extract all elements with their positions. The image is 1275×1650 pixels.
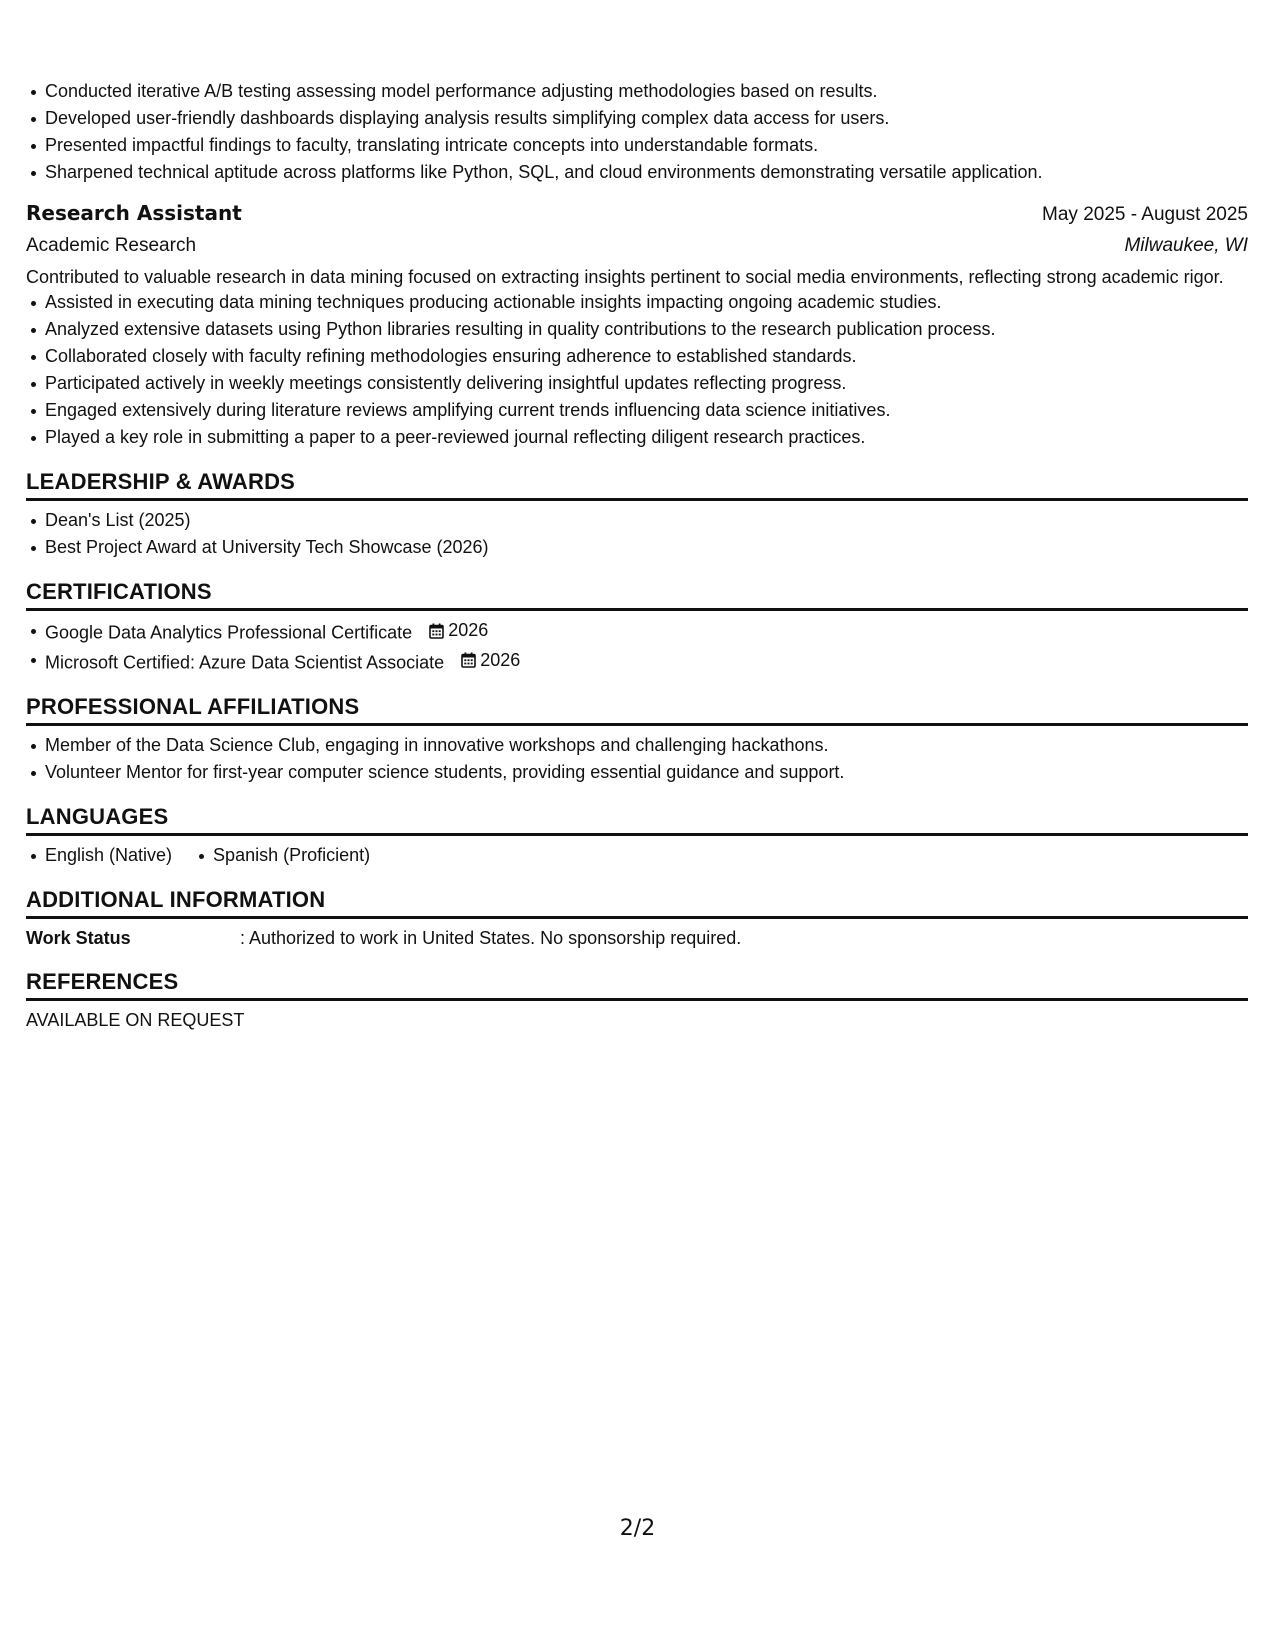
section-heading: LANGUAGES <box>26 802 1248 836</box>
research-assistant-entry <box>26 198 1248 451</box>
certification-year: 2026 <box>480 649 521 670</box>
page-number: 2/2 <box>619 1516 656 1541</box>
list-item: Conducted iterative A/B testing assessing model performance adjusting methodologies based on results. <box>44 78 1248 105</box>
languages-section <box>26 802 1248 869</box>
previous-job-bullets <box>26 78 1248 186</box>
section-heading: LEADERSHIP & AWARDS <box>26 467 1248 501</box>
list-item: Presented impactful findings to faculty, translating intricate concepts into understandable formats. <box>44 132 1248 159</box>
job-dates: May 2025 - August 2025 <box>1042 204 1248 225</box>
job-location: Milwaukee, WI <box>1124 235 1248 256</box>
calendar-icon <box>461 652 476 668</box>
certification-name: Google Data Analytics Professional Certificate <box>45 622 413 643</box>
list-item: Engaged extensively during literature reviews amplifying current trends influencing data science initiatives. <box>44 397 1248 424</box>
list-item: Participated actively in weekly meetings consistently delivering insightful updates reflecting progress. <box>44 370 1248 397</box>
affiliations-section <box>26 692 1248 786</box>
language-item: Spanish (Proficient) <box>212 842 370 869</box>
section-heading: PROFESSIONAL AFFILIATIONS <box>26 692 1248 726</box>
list-item: Assisted in executing data mining techniques producing actionable insights impacting ongoing academic studies. <box>44 289 1248 316</box>
list-item: Sharpened technical aptitude across platforms like Python, SQL, and cloud environments demonstrating versatile application. <box>44 159 1248 186</box>
job-bullets <box>26 289 1248 451</box>
section-heading: REFERENCES <box>26 967 1248 1001</box>
job-summary: Contributed to valuable research in data mining focused on extracting insights pertinent to social media environments, reflecting strong academic rigor. <box>26 267 1224 287</box>
leadership-section <box>26 467 1248 561</box>
section-heading: CERTIFICATIONS <box>26 577 1248 611</box>
certification-year: 2026 <box>448 620 489 640</box>
additional-info-section <box>26 885 1248 951</box>
list-item: Member of the Data Science Club, engaging in innovative workshops and challenging hackathons. <box>44 732 1248 759</box>
work-status-label: Work Status <box>26 928 131 948</box>
job-title: Research Assistant <box>26 201 242 225</box>
work-status-value: : Authorized to work in United States. No sponsorship required. <box>240 928 742 948</box>
list-item: Collaborated closely with faculty refining methodologies ensuring adherence to established standards. <box>44 343 1248 370</box>
list-item: Volunteer Mentor for first-year computer science students, providing essential guidance and support. <box>44 759 1248 786</box>
references-text: AVAILABLE ON REQUEST <box>26 1010 245 1030</box>
section-heading: ADDITIONAL INFORMATION <box>26 885 1248 919</box>
certification-item <box>44 617 1248 647</box>
list-item: Developed user-friendly dashboards displaying analysis results simplifying complex data access for users. <box>44 105 1248 132</box>
calendar-icon <box>429 623 444 639</box>
work-status-row <box>26 925 1248 951</box>
language-item: English (Native) <box>44 842 172 869</box>
certification-item <box>44 647 1248 677</box>
references-section <box>26 967 1248 1033</box>
job-organization: Academic Research <box>26 235 197 256</box>
list-item: Dean's List (2025) <box>44 507 1248 534</box>
certifications-section <box>26 577 1248 676</box>
certification-name: Microsoft Certified: Azure Data Scientist Associate <box>45 652 445 672</box>
list-item: Best Project Award at University Tech Showcase (2026) <box>44 534 1248 561</box>
resume-page <box>26 78 1248 1033</box>
list-item: Analyzed extensive datasets using Python libraries resulting in quality contributions to the research publication process. <box>44 316 1248 343</box>
list-item: Played a key role in submitting a paper to a peer-reviewed journal reflecting diligent research practices. <box>44 424 1248 451</box>
